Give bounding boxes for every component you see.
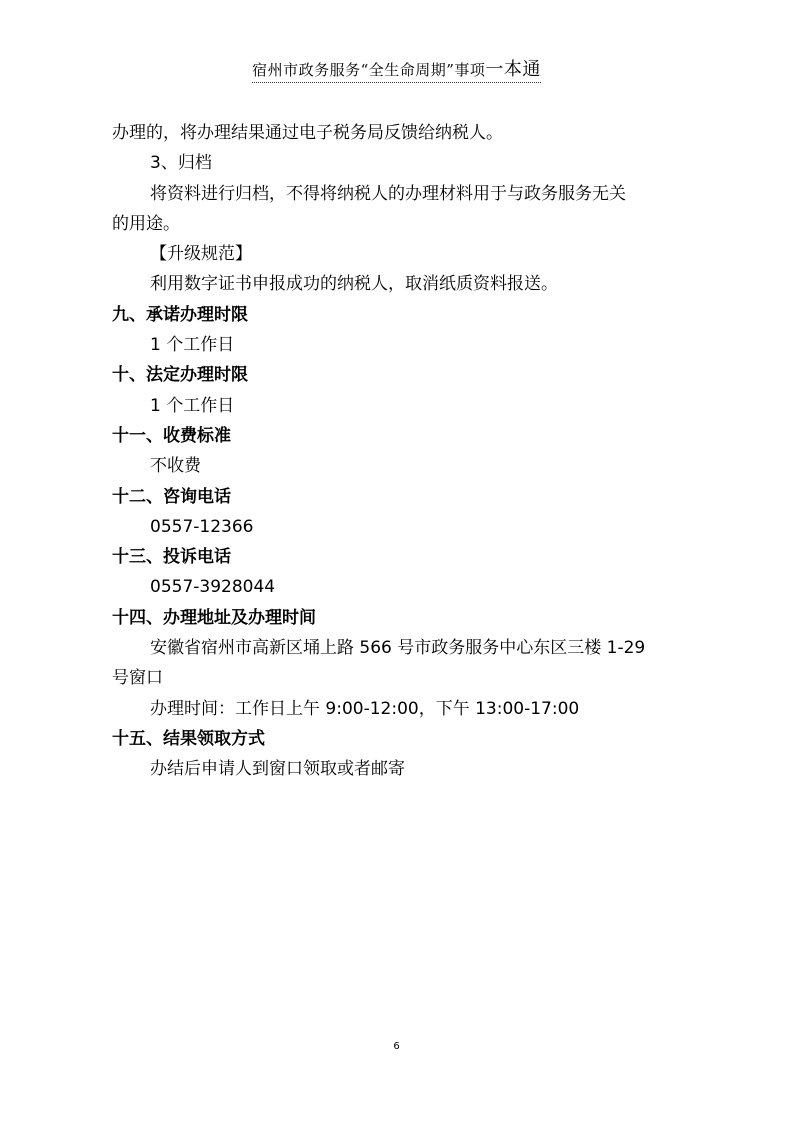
section-content-address-line2: 号窗口 xyxy=(112,668,163,689)
section-content-hours: 办理时间：工作日上午 9:00-12:00，下午 13:00-17:00 xyxy=(150,698,580,719)
section-heading-fee: 十一、收费标准 xyxy=(112,425,231,446)
paragraph-archive-title: 3、归档 xyxy=(150,153,212,174)
header-title: 宿州市政务服务“全生命周期”事项 xyxy=(252,61,486,79)
section-heading-complaint-phone: 十三、投诉电话 xyxy=(112,547,231,568)
paragraph-result-feedback: 办理的，将办理结果通过电子税务局反馈给纳税人。 xyxy=(112,123,503,143)
page-number: 6 xyxy=(393,1041,400,1052)
section-heading-consult-phone: 十二、咨询电话 xyxy=(112,486,231,507)
header-title-big: 一本通 xyxy=(485,59,541,80)
section-content-complaint-phone: 0557-3928044 xyxy=(150,577,276,598)
section-content-legal-time: 1 个工作日 xyxy=(150,395,235,416)
section-content-address-line1: 安徽省宿州市高新区埇上路 566 号市政务服务中心东区三楼 1-29 xyxy=(150,638,646,659)
section-content-fee: 不收费 xyxy=(150,456,201,477)
header-text xyxy=(252,60,541,83)
section-content-consult-phone: 0557-12366 xyxy=(150,516,254,537)
section-content-result-pickup: 办结后申请人到窗口领取或者邮寄 xyxy=(150,759,405,780)
paragraph-upgrade-content: 利用数字证书申报成功的纳税人，取消纸质资料报送。 xyxy=(150,274,558,295)
paragraph-upgrade-title: 【升级规范】 xyxy=(150,244,252,265)
section-content-promised-time: 1 个工作日 xyxy=(150,335,235,356)
section-heading-promised-time: 九、承诺办理时限 xyxy=(112,304,248,325)
page-header xyxy=(0,60,793,83)
section-heading-result-pickup: 十五、结果领取方式 xyxy=(112,728,265,749)
paragraph-archive-line1: 将资料进行归档，不得将纳税人的办理材料用于与政务服务无关 xyxy=(150,183,626,204)
section-heading-address-time: 十四、办理地址及办理时间 xyxy=(112,607,316,628)
paragraph-archive-line2: 的用途。 xyxy=(112,213,180,234)
section-heading-legal-time: 十、法定办理时限 xyxy=(112,365,248,386)
document-body xyxy=(112,118,692,785)
